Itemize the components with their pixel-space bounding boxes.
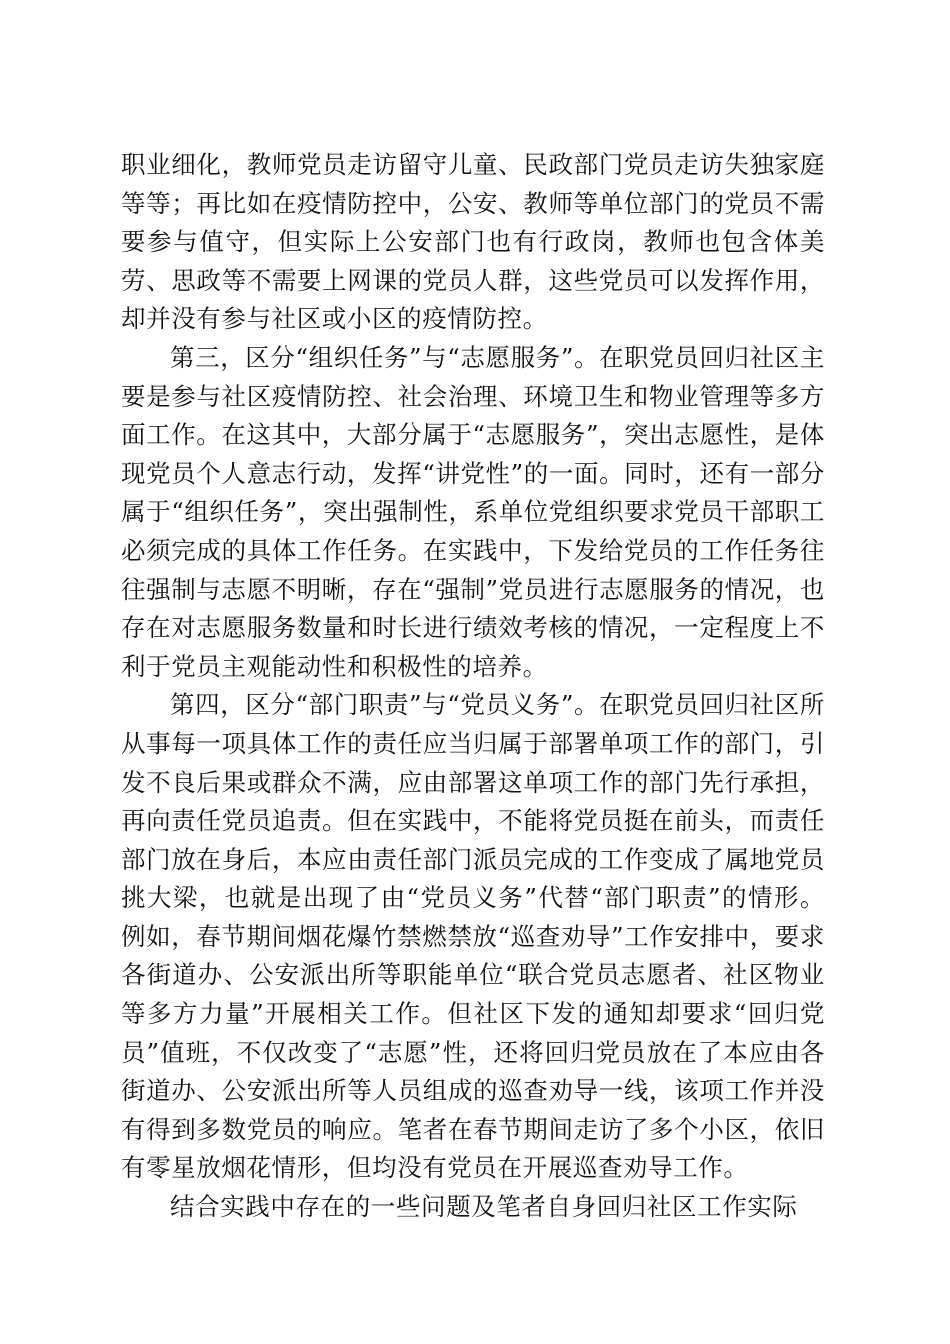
paragraph-continuation: 职业细化，教师党员走访留守儿童、民政部门党员走访失独家庭等等；再比如在疫情防控中，公安、教师等单位部门的党员不需要参与值守，但实际上公安部门也有行政岗，教师也包含体美劳、思政等不需要上网课的党员人群，这些党员可以发挥作用，却并没有参与社区或小区的疫情防控。 <box>121 150 825 334</box>
body-text <box>121 146 825 1227</box>
paragraph-third-point: 第三，区分“组织任务”与“志愿服务”。在职党员回归社区主要是参与社区疫情防控、社会治理、环境卫生和物业管理等多方面工作。在这其中，大部分属于“志愿服务”，突出志愿性，是体现党员个人意志行动，发挥“讲党性”的一面。同时，还有一部分属于“组织任务”，突出强制性，系单位党组织要求党员干部职工必须完成的具体工作任务。在实践中，下发给党员的工作任务往往强制与志愿不明晰，存在“强制”党员进行志愿服务的情况，也存在对志愿服务数量和时长进行绩效考核的情况，一定程度上不利于党员主观能动性和积极性的培养。 <box>121 342 825 681</box>
paragraph-fourth-point: 第四，区分“部门职责”与“党员义务”。在职党员回归社区所从事每一项具体工作的责任应当归属于部署单项工作的部门，引发不良后果或群众不满，应由部署这单项工作的部门先行承担，再向责任党员追责。但在实践中，不能将党员挺在前头，而责任部门放在身后，本应由责任部门派员完成的工作变成了属地党员挑大梁，也就是出现了由“党员义务”代替“部门职责”的情形。例如，春节期间烟花爆竹禁燃禁放“巡查劝导”工作安排中，要求各街道办、公安派出所等职能单位“联合党员志愿者、社区物业等多方力量”开展相关工作。但社区下发的通知却要求“回归党员”值班，不仅改变了“志愿”性，还将回归党员放在了本应由各街道办、公安派出所等人员组成的巡查劝导一线，该项工作并没有得到多数党员的响应。笔者在春节期间走访了多个小区，依旧有零星放烟花情形，但均没有党员在开展巡查劝导工作。 <box>121 690 825 1183</box>
paragraph-conclusion-start: 结合实践中存在的一些问题及笔者自身回归社区工作实际 <box>170 1192 798 1222</box>
